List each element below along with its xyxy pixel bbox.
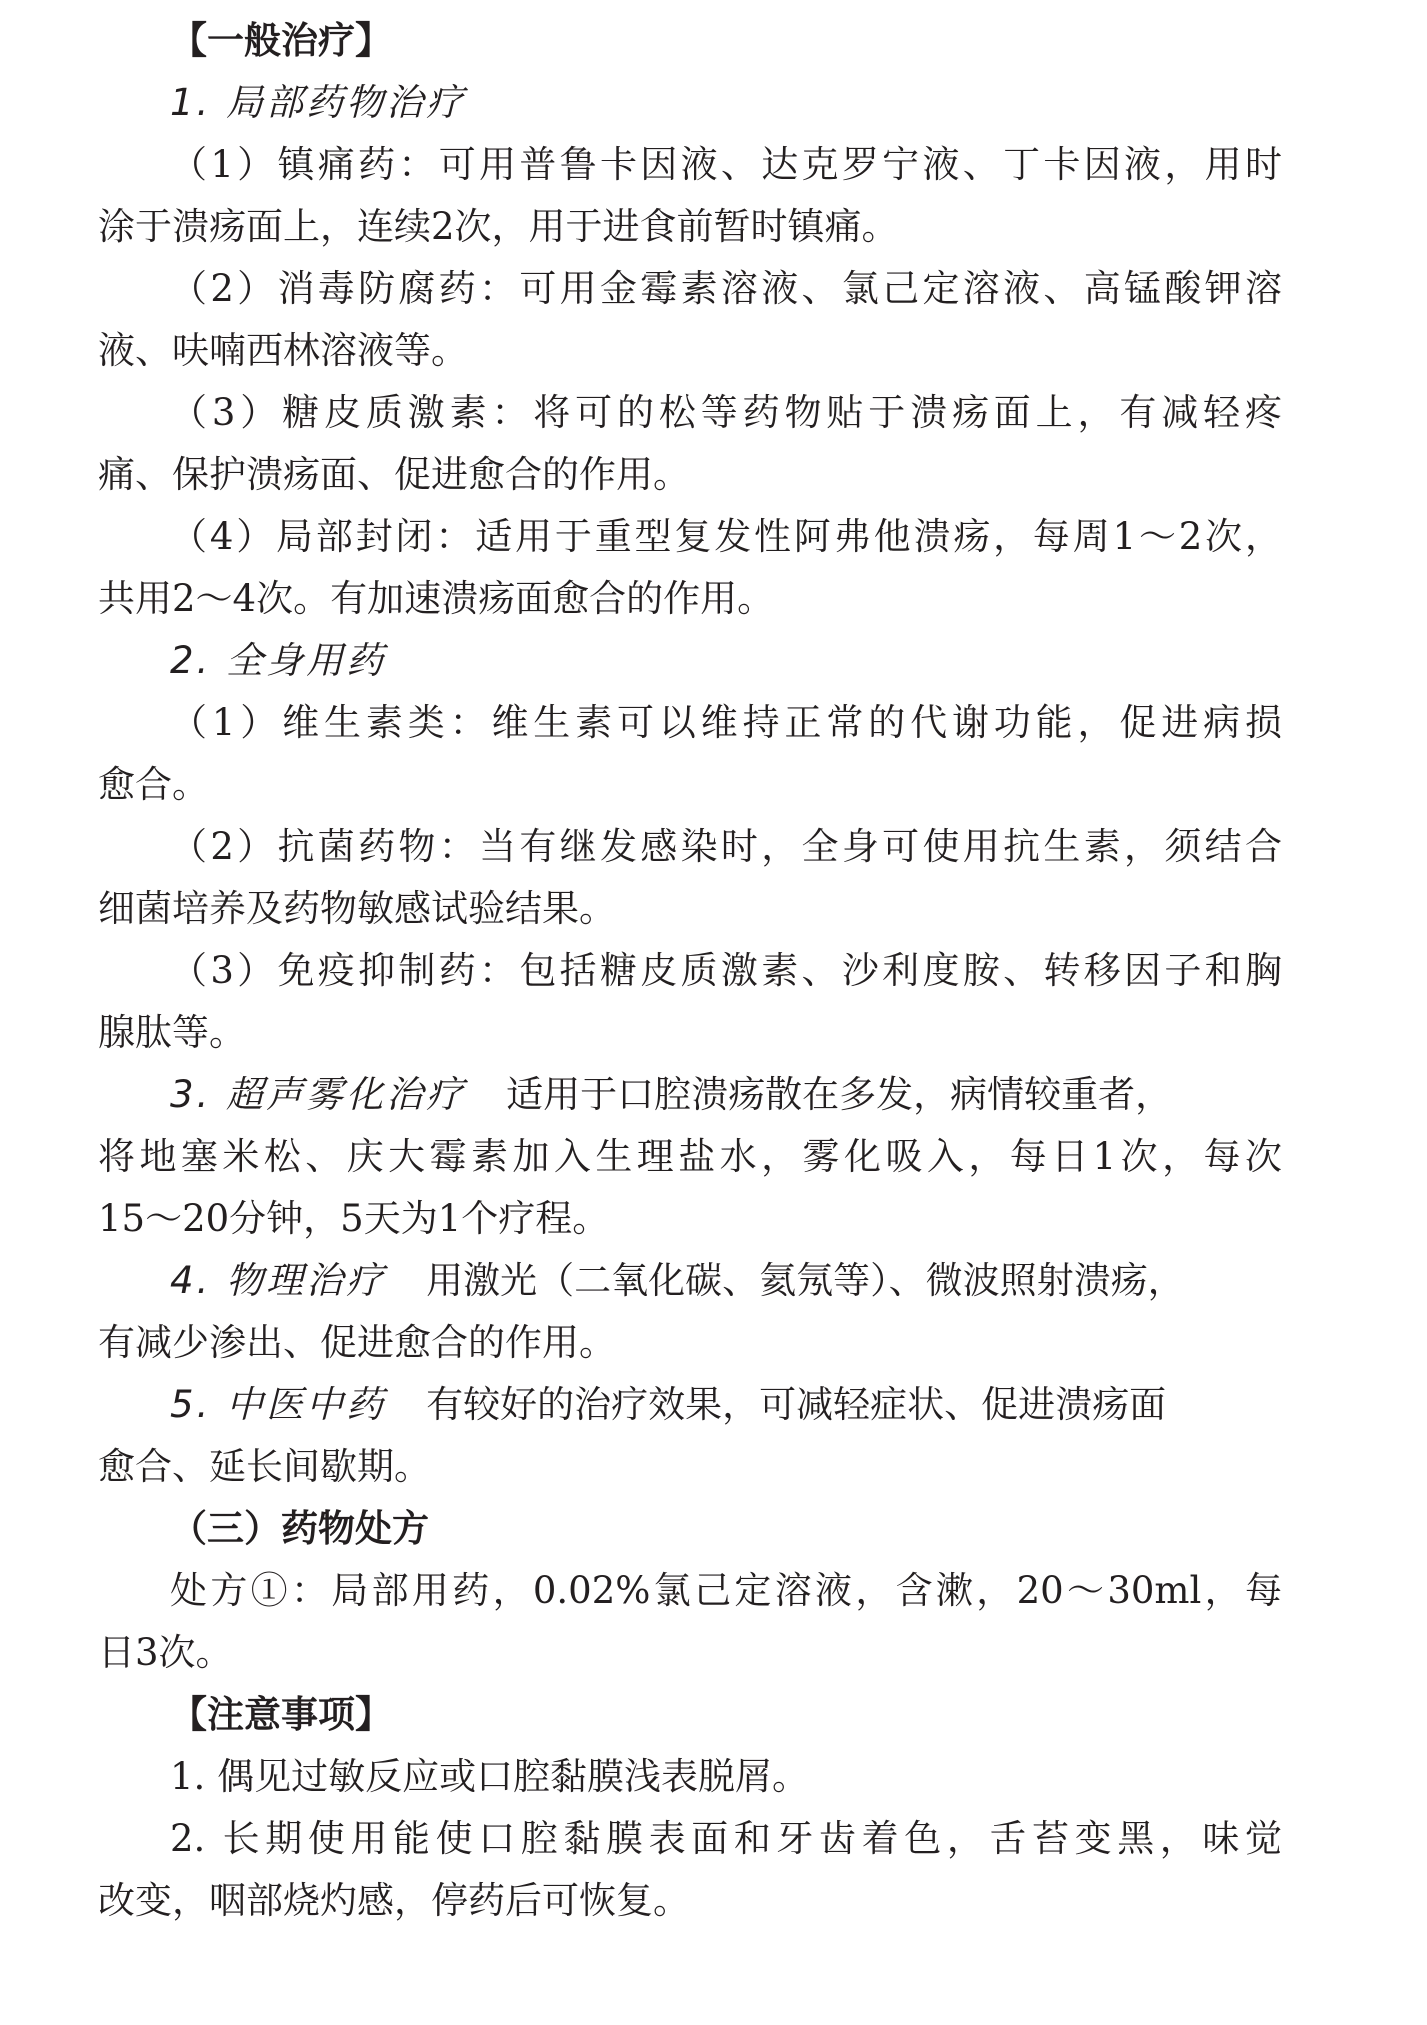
sys3-line2: 腺肽等。 <box>98 1011 246 1054</box>
sys1-line2: 愈合。 <box>98 763 209 806</box>
ultra-line1 <box>98 1064 1282 1126</box>
sys2-line2: 细菌培养及药物敏感试验结果。 <box>98 887 616 930</box>
rx-line1: 处方①：局部用药，0.02%氯己定溶液，含漱，20～30ml，每 <box>170 1569 1282 1612</box>
ultra-heading: 3. 超声雾化治疗 <box>170 1073 467 1116</box>
tcm-line2: 愈合、延长间歇期。 <box>98 1445 431 1488</box>
notes-heading: 【注意事项】 <box>170 1693 392 1736</box>
note1: 1. 偶见过敏反应或口腔黏膜浅表脱屑。 <box>170 1755 810 1798</box>
local-drug-heading: 1. 局部药物治疗 <box>170 81 467 124</box>
physio-line1 <box>98 1250 1282 1312</box>
item3-line2: 痛、保护溃疡面、促进愈合的作用。 <box>98 453 690 496</box>
physio-line2: 有减少渗出、促进愈合的作用。 <box>98 1321 616 1364</box>
tcm-heading: 5. 中医中药 <box>170 1383 387 1426</box>
sys1-line1: （1）维生素类：维生素可以维持正常的代谢功能，促进病损 <box>170 701 1282 744</box>
note2-line1: 2. 长期使用能使口腔黏膜表面和牙齿着色，舌苔变黑，味觉 <box>170 1817 1282 1860</box>
note2-line2: 改变，咽部烧灼感，停药后可恢复。 <box>98 1879 690 1922</box>
rx-line2: 日3次。 <box>98 1631 233 1674</box>
physio-text: 用激光（二氧化碳、氦氖等）、微波照射溃疡， <box>426 1259 1185 1302</box>
item1-line1: （1）镇痛药：可用普鲁卡因液、达克罗宁液、丁卡因液，用时 <box>170 143 1282 186</box>
prescription-heading: （三）药物处方 <box>170 1507 429 1550</box>
ultra-line2: 将地塞米松、庆大霉素加入生理盐水，雾化吸入，每日1次，每次 <box>98 1135 1282 1178</box>
physio-heading: 4. 物理治疗 <box>170 1259 387 1302</box>
tcm-line1 <box>98 1374 1282 1436</box>
ultra-line3: 15～20分钟，5天为1个疗程。 <box>98 1197 610 1240</box>
sys2-line1: （2）抗菌药物：当有继发感染时，全身可使用抗生素，须结合 <box>170 825 1282 868</box>
systemic-heading: 2. 全身用药 <box>170 639 387 682</box>
item2-line2: 液、呋喃西林溶液等。 <box>98 329 468 372</box>
item3-line1: （3）糖皮质激素：将可的松等药物贴于溃疡面上，有减轻疼 <box>170 391 1282 434</box>
ultra-text: 适用于口腔溃疡散在多发，病情较重者， <box>506 1073 1173 1116</box>
item4-line2: 共用2～4次。有加速溃疡面愈合的作用。 <box>98 577 775 620</box>
item2-line1: （2）消毒防腐药：可用金霉素溶液、氯己定溶液、高锰酸钾溶 <box>170 267 1282 310</box>
item4-line1: （4）局部封闭：适用于重型复发性阿弗他溃疡，每周1～2次， <box>170 515 1282 558</box>
sys3-line1: （3）免疫抑制药：包括糖皮质激素、沙利度胺、转移因子和胸 <box>170 949 1282 992</box>
tcm-text: 有较好的治疗效果，可减轻症状、促进溃疡面 <box>426 1383 1167 1426</box>
item1-line2: 涂于溃疡面上，连续2次，用于进食前暂时镇痛。 <box>98 205 899 248</box>
general-treatment-heading: 【一般治疗】 <box>170 19 392 62</box>
